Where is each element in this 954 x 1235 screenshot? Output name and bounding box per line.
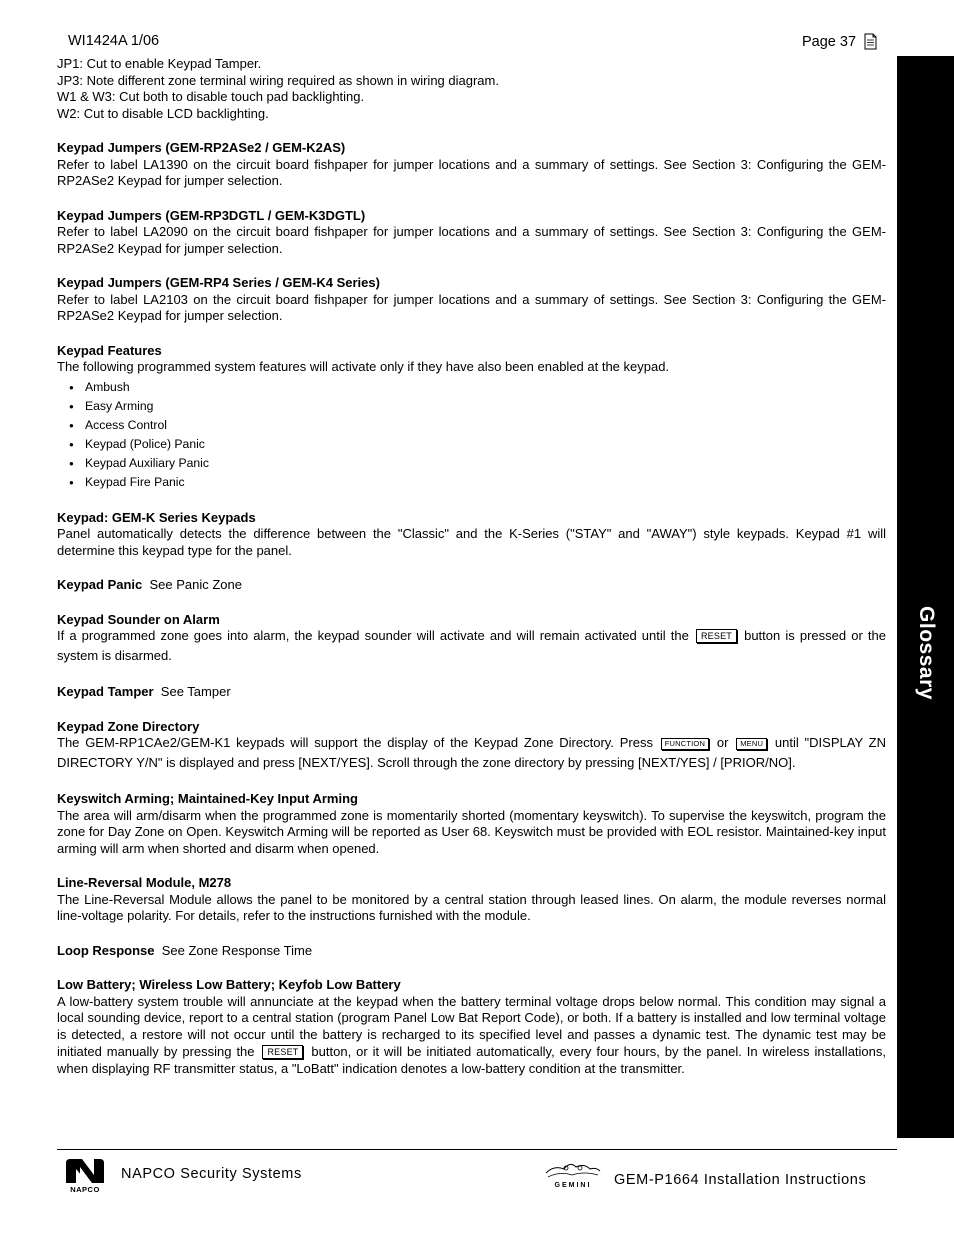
entry-body: Refer to label LA2090 on the circuit board fishpaper for jumper locations and a summary of settings. See Section 3: Configuring the GEM-RP2ASe2 Keypad for jumper selection. — [57, 224, 886, 256]
entry-text: or — [711, 735, 735, 750]
entry-ref: See Panic Zone — [142, 577, 242, 592]
gemini-logo-text: GEMINI — [554, 1182, 592, 1189]
entry-text: until "DISPLAY ZN DIRECTORY Y/N" is displayed and press [NEXT/YES]. Scroll through the zone directory by pressing [NEXT/YES] / [PRIOR/NO]. — [57, 735, 886, 770]
entry-body: The area will arm/disarm when the programmed zone is momentarily shorted (momentary keyswitch). To supervise the keyswitch, program the zone for Day Zone on Open. Keyswitch Arming will be reported as User 68. Keyswitch must be provided with EOL resistor. Maintained-key input arming will arm when shorted and disarm when opened. — [57, 807, 886, 856]
list-item: ● Easy Arming — [85, 397, 886, 416]
entry-body — [57, 626, 886, 666]
entry-text: A low-battery system trouble will annunciate at the keypad when the battery terminal voltage drops below normal. This condition may signal a local sounding device, report to a central station (program Panel Low Bat Report Code), or both. If a battery is installed and low terminal voltage is detected, a restore will not occur until the battery is recharged to its specified level and passes a dynamic test. The dynamic test may be initiated manually by pressing the — [57, 993, 886, 1059]
entry-title: Keyswitch Arming; Maintained-Key Input Arming — [57, 791, 358, 806]
entry-title: Keypad Tamper — [57, 684, 154, 699]
jumper-note: JP1: Cut to enable Keypad Tamper. — [57, 56, 262, 71]
gemini-logo-icon — [544, 1159, 602, 1189]
entry-body — [57, 994, 886, 1078]
function-key-icon: FUNCTION — [661, 738, 709, 750]
glossary-entry — [57, 612, 886, 667]
glossary-entry — [57, 577, 886, 594]
glossary-entry — [57, 977, 886, 1078]
entry-text: If a programmed zone goes into alarm, the keypad sounder will activate and will remain activated until the — [57, 628, 694, 643]
entry-inline — [57, 684, 886, 701]
entry-title: Keypad Panic — [57, 577, 143, 592]
entry-body: The following programmed system features will activate only if they have also been enabled at the keypad. — [57, 359, 670, 374]
glossary-entry — [57, 875, 886, 925]
page-content — [57, 56, 886, 1078]
list-item: ● Access Control — [85, 416, 886, 435]
glossary-side-tab — [897, 56, 954, 1138]
list-item: ● Keypad Fire Panic — [85, 473, 886, 492]
entry-body — [57, 733, 886, 773]
feature-list — [57, 378, 886, 492]
jumper-note: W2: Cut to disable LCD backlighting. — [57, 105, 269, 121]
entry-title: Loop Response — [57, 942, 155, 958]
napco-logo-text: NAPCO — [70, 1185, 100, 1194]
jumper-note: W1 & W3: Cut both to disable touch pad backlighting. — [57, 89, 365, 104]
menu-key-icon: MENU — [736, 738, 767, 750]
glossary-entry — [57, 719, 886, 774]
entry-title: Keypad Jumpers (GEM-RP4 Series / GEM-K4 Series) — [57, 275, 380, 290]
list-item: ● Keypad Auxiliary Panic — [85, 454, 886, 473]
entry-ref: See Zone Response Time — [154, 942, 313, 958]
reset-key-icon: RESET — [262, 1045, 303, 1059]
glossary-entry — [57, 684, 886, 701]
entry-title: Keypad Zone Directory — [57, 718, 200, 734]
entry-title: Keypad Jumpers (GEM-RP3DGTL / GEM-K3DGTL) — [57, 207, 366, 223]
entry-body: Panel automatically detects the difference between the "Classic" and the K-Series ("STAY" and "AWAY") style keypads. Keypad #1 will determine this keypad type for the panel. — [57, 526, 886, 558]
entry-ref: See Tamper — [153, 684, 231, 699]
glossary-entry — [57, 943, 886, 960]
glossary-entry — [57, 275, 886, 325]
reset-key-icon: RESET — [696, 629, 737, 643]
list-item: ● Keypad (Police) Panic — [85, 435, 886, 454]
page-number — [802, 33, 877, 50]
doc-title: GEM-P1664 Installation Instructions — [614, 1172, 867, 1188]
entry-title: Line-Reversal Module, M278 — [57, 875, 232, 890]
footer-divider — [57, 1149, 897, 1150]
entry-text: The GEM-RP1CAe2/GEM-K1 keypads will support the display of the Keypad Zone Directory. Press — [57, 735, 659, 750]
glossary-entry — [57, 208, 886, 258]
entry-title: Keypad: GEM-K Series Keypads — [57, 509, 256, 525]
entry-text: button, or it will be initiated automatically, every four hours, by the panel. In wireless installations, when displaying RF transmitter status, a "LoBatt" indication denotes a low-battery condition at the transmitter. — [57, 1044, 886, 1076]
glossary-entry — [57, 343, 886, 492]
entry-title: Keypad Features — [57, 342, 162, 358]
page-label: Page 37 — [802, 33, 857, 50]
doc-id: WI1424A 1/06 — [68, 33, 160, 49]
entry-title: Keypad Jumpers (GEM-RP2ASe2 / GEM-K2AS) — [57, 140, 346, 155]
entry-title: Keypad Sounder on Alarm — [57, 611, 220, 627]
entry-body: Refer to label LA2103 on the circuit board fishpaper for jumper locations and a summary of settings. See Section 3: Configuring the GEM-RP2ASe2 Keypad for jumper selection. — [57, 291, 886, 323]
company-name: NAPCO Security Systems — [121, 1166, 302, 1182]
glossary-entry — [57, 791, 886, 857]
jumper-note: JP3: Note different zone terminal wiring required as shown in wiring diagram. — [57, 72, 499, 88]
entry-body: The Line-Reversal Module allows the panel to be monitored by a central station through leased lines. On alarm, the module reverses normal line-voltage polarity. For details, refer to the instructions furnished with the module. — [57, 891, 886, 923]
entry-inline — [57, 943, 886, 960]
entry-title: Low Battery; Wireless Low Battery; Keyfob Low Battery — [57, 977, 401, 992]
document-icon — [864, 33, 877, 50]
entry-text: button is pressed or the system is disarmed. — [57, 628, 886, 663]
entry-inline — [57, 577, 886, 594]
side-tab-label: Glossary — [914, 606, 938, 700]
entry-body: Refer to label LA1390 on the circuit board fishpaper for jumper locations and a summary of settings. See Section 3: Configuring the GEM-RP2ASe2 Keypad for jumper selection. — [57, 156, 886, 188]
glossary-entry — [57, 140, 886, 190]
glossary-entry — [57, 510, 886, 560]
list-item: ● Ambush — [85, 378, 886, 397]
